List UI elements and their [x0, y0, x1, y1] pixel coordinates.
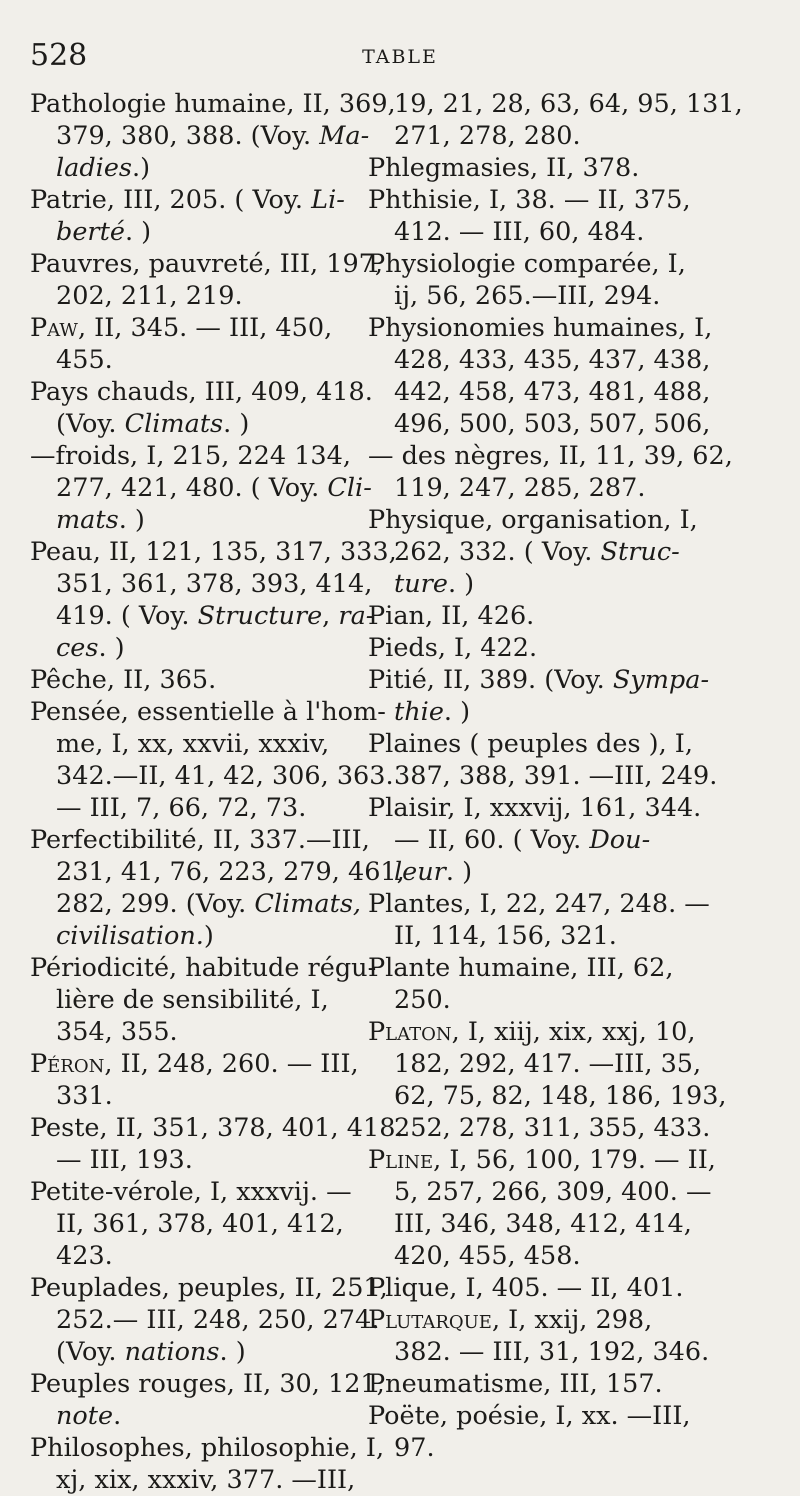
- entry-text: Pays chauds, III, 409, 418.: [30, 377, 373, 407]
- entry-name-smallcaps: Pline: [368, 1145, 434, 1175]
- entry-text: 455.: [56, 345, 113, 375]
- index-entry-line: [368, 1048, 700, 1080]
- index-entry-line: [368, 344, 711, 376]
- entry-text: Pauvres, pauvreté, III, 197,: [30, 249, 384, 279]
- entry-reference-italic: Climats: [124, 409, 224, 439]
- index-entry-line: [368, 856, 700, 888]
- entry-text: 19, 21, 28, 63, 64, 95, 131,: [394, 89, 743, 119]
- entry-text: 387, 388, 391. —III, 249.: [394, 761, 718, 791]
- entry-text: .: [113, 1401, 122, 1431]
- index-entry-line: [368, 760, 718, 792]
- entry-text: 271, 278, 280.: [394, 121, 581, 151]
- entry-text: Philosophes, philosophie, I,: [30, 1433, 385, 1463]
- entry-text: Perfectibilité, II, 337.—III,: [30, 825, 370, 855]
- entry-text: . ): [447, 569, 475, 599]
- index-entry: [368, 600, 700, 632]
- index-entry-line: [368, 1208, 700, 1240]
- index-entry: [30, 376, 373, 440]
- entry-text: Physique, organisation, I,: [368, 505, 698, 535]
- running-title: TABLE: [362, 46, 438, 68]
- index-entry-line: [368, 408, 711, 440]
- index-entry-line: [30, 760, 394, 792]
- index-entry: [30, 312, 362, 376]
- index-entry-line: [30, 696, 386, 728]
- index-entry-line: [368, 152, 700, 184]
- index-entry-line: [30, 472, 372, 504]
- index-entry: [368, 1368, 700, 1400]
- index-entry-line: [368, 600, 700, 632]
- entry-text: — III, 7, 66, 72, 73.: [56, 793, 307, 823]
- index-entry-line: [30, 1208, 362, 1240]
- index-entry-line: [368, 824, 700, 856]
- index-entry-line: [30, 312, 362, 344]
- index-entry-line: [30, 920, 362, 952]
- entry-text: 231, 41, 76, 223, 279, 461,: [56, 857, 405, 887]
- index-entry-line: [368, 1400, 700, 1432]
- index-entry-line: [30, 568, 373, 600]
- index-entry: [368, 440, 733, 504]
- entry-text: Peuplades, peuples, II, 251,: [30, 1273, 388, 1303]
- index-entry-line: [30, 1080, 362, 1112]
- entry-text: Pitié, II, 389. (Voy.: [368, 665, 613, 695]
- entry-reference-italic: note: [56, 1401, 114, 1431]
- index-column-right: [368, 88, 743, 1464]
- index-entry-line: [30, 408, 362, 440]
- entry-text: xj, xix, xxxiv, 377. —III,: [56, 1465, 356, 1495]
- entry-text: , I, xxij, 298,: [491, 1305, 653, 1335]
- entry-text: . ): [98, 633, 125, 663]
- index-entry-line: [30, 952, 377, 984]
- index-entry: [368, 504, 700, 600]
- entry-reference-italic: nations: [124, 1337, 220, 1367]
- entry-reference-italic: Struc-: [600, 537, 680, 567]
- entry-text: Plaisir, I, xxxvij, 161, 344.: [368, 793, 702, 823]
- entry-text: 119, 247, 285, 287.: [394, 473, 646, 503]
- entry-text: Pathologie humaine, II, 369,: [30, 89, 396, 119]
- index-entry: [368, 888, 710, 952]
- index-entry-line: [368, 1144, 716, 1176]
- index-entry: [368, 248, 700, 312]
- entry-text: ij, 56, 265.—III, 294.: [394, 281, 661, 311]
- index-entry-line: [30, 1368, 385, 1400]
- index-entry: [30, 440, 372, 536]
- index-entry-line: [30, 1304, 380, 1336]
- index-entry-line: [368, 1176, 712, 1208]
- entry-reference-italic: berté: [56, 217, 125, 247]
- entry-text: . ): [219, 1337, 246, 1367]
- index-entry-line: [368, 312, 713, 344]
- index-entry: [368, 88, 743, 152]
- index-entry: [30, 88, 396, 184]
- index-entry-line: [30, 216, 362, 248]
- entry-reference-italic: civilisation.: [56, 921, 204, 951]
- index-entry-line: [368, 568, 700, 600]
- index-entry-line: [30, 536, 397, 568]
- index-entry: [30, 248, 384, 312]
- entry-text: , I, 56, 100, 179. — II,: [433, 1145, 716, 1175]
- index-entry: [30, 952, 377, 1048]
- entry-text: lière de sensibilité, I,: [56, 985, 329, 1015]
- index-entry-line: [30, 888, 362, 920]
- entry-text: .): [132, 153, 151, 183]
- entry-text: Plique, I, 405. — II, 401.: [368, 1273, 684, 1303]
- index-entry: [30, 1176, 362, 1272]
- entry-text: me, I, xx, xxvii, xxxiv,: [56, 729, 330, 759]
- entry-text: 382. — III, 31, 192, 346.: [394, 1337, 710, 1367]
- index-entry-line: [368, 1240, 700, 1272]
- index-entry-line: [368, 280, 700, 312]
- entry-text: (Voy.: [56, 1337, 125, 1367]
- index-entry-line: [30, 184, 362, 216]
- entry-reference-italic: ture: [394, 569, 448, 599]
- entry-text: — III, 193.: [56, 1145, 193, 1175]
- index-entry-line: [30, 504, 362, 536]
- entry-reference-italic: Climats,: [254, 889, 362, 919]
- entry-text: Plantes, I, 22, 247, 248. —: [368, 889, 710, 919]
- index-entry-line: [30, 1048, 362, 1080]
- index-entry-line: [30, 856, 405, 888]
- entry-text: Petite-vérole, I, xxxvij. —: [30, 1177, 352, 1207]
- entry-text: 262, 332. ( Voy.: [394, 537, 601, 567]
- index-entry: [368, 1016, 727, 1144]
- entry-text: Périodicité, habitude régu-: [30, 953, 377, 983]
- entry-text: ,: [322, 601, 339, 631]
- index-entry-line: [368, 1272, 700, 1304]
- entry-text: 250.: [394, 985, 451, 1015]
- index-entry-line: [30, 600, 375, 632]
- index-entry-line: [368, 664, 710, 696]
- index-entry-line: [368, 120, 700, 152]
- index-entry-line: [30, 376, 373, 408]
- entry-reference-italic: ra-: [338, 601, 375, 631]
- entry-text: Pêche, II, 365.: [30, 665, 217, 695]
- entry-text: II, 114, 156, 321.: [394, 921, 617, 951]
- index-entry-line: [30, 1336, 362, 1368]
- index-entry-line: [368, 792, 700, 824]
- entry-text: Plante humaine, III, 62,: [368, 953, 674, 983]
- index-entry: [368, 1144, 716, 1272]
- index-entry-line: [368, 536, 700, 568]
- entry-text: ): [203, 921, 214, 951]
- entry-reference-italic: Li-: [311, 185, 345, 215]
- entry-text: 423.: [56, 1241, 113, 1271]
- index-entry-line: [368, 1112, 711, 1144]
- index-entry: [30, 1048, 362, 1112]
- entry-reference-italic: Ma-: [319, 121, 370, 151]
- index-entry-line: [30, 728, 362, 760]
- entry-text: 351, 361, 378, 393, 414,: [56, 569, 373, 599]
- index-entry: [30, 1272, 388, 1368]
- entry-text: Phthisie, I, 38. — II, 375,: [368, 185, 691, 215]
- index-entry-line: [30, 120, 370, 152]
- index-entry-line: [30, 632, 362, 664]
- entry-reference-italic: mats: [56, 505, 119, 535]
- index-entry-line: [30, 280, 362, 312]
- entry-text: 442, 458, 473, 481, 488,: [394, 377, 711, 407]
- index-entry-line: [368, 504, 700, 536]
- entry-text: Peuples rouges, II, 30, 121,: [30, 1369, 385, 1399]
- entry-text: . ): [124, 217, 152, 247]
- entry-text: Peste, II, 351, 378, 401, 418.: [30, 1113, 404, 1143]
- index-entry-line: [368, 248, 700, 280]
- index-entry-line: [368, 216, 700, 248]
- index-entry-line: [30, 1144, 362, 1176]
- entry-reference-italic: Structure: [197, 601, 323, 631]
- index-entry-line: [30, 984, 362, 1016]
- index-entry-line: [368, 632, 700, 664]
- index-entry: [30, 184, 362, 248]
- entry-text: 354, 355.: [56, 1017, 178, 1047]
- entry-name-smallcaps: Péron: [30, 1049, 105, 1079]
- index-entry: [30, 1432, 385, 1496]
- index-entry-line: [368, 1368, 700, 1400]
- entry-reference-italic: thie: [394, 697, 444, 727]
- entry-text: Poëte, poésie, I, xx. —III,: [368, 1401, 691, 1431]
- index-entry-line: [368, 696, 700, 728]
- entry-text: . ): [223, 409, 250, 439]
- index-entry-line: [368, 88, 743, 120]
- index-entry: [368, 1400, 700, 1464]
- entry-text: 97.: [394, 1433, 435, 1463]
- page-header: [0, 38, 800, 82]
- index-entry: [30, 536, 397, 664]
- entry-reference-italic: Dou-: [589, 825, 651, 855]
- index-entry-line: [368, 440, 733, 472]
- index-entry-line: [368, 1080, 727, 1112]
- index-entry-line: [30, 440, 362, 472]
- index-entry-line: [30, 248, 384, 280]
- index-entry-line: [368, 728, 700, 760]
- entry-text: 5, 257, 266, 309, 400. —: [394, 1177, 712, 1207]
- index-entry-line: [368, 1016, 700, 1048]
- index-entry-line: [368, 1336, 710, 1368]
- index-entry-line: [30, 664, 362, 696]
- entry-text: Peau, II, 121, 135, 317, 333,: [30, 537, 397, 567]
- entry-text: 379, 380, 388. (Voy.: [56, 121, 320, 151]
- index-entry: [368, 1272, 700, 1304]
- entry-name-smallcaps: Paw: [30, 313, 78, 343]
- index-entry-line: [30, 1112, 404, 1144]
- index-entry-line: [30, 1432, 385, 1464]
- index-entry-line: [368, 888, 710, 920]
- index-entry-line: [368, 920, 700, 952]
- entry-text: 342.—II, 41, 42, 306, 363.: [56, 761, 394, 791]
- entry-text: 419. ( Voy.: [56, 601, 198, 631]
- entry-text: , II, 248, 260. — III,: [104, 1049, 359, 1079]
- entry-reference-italic: Sympa-: [612, 665, 710, 695]
- index-entry: [368, 184, 700, 248]
- entry-text: — II, 60. ( Voy.: [394, 825, 590, 855]
- entry-text: 182, 292, 417. —III, 35,: [394, 1049, 702, 1079]
- entry-text: Pieds, I, 422.: [368, 633, 538, 663]
- entry-text: 252.— III, 248, 250, 274.: [56, 1305, 380, 1335]
- entry-text: , I, xiij, xix, xxj, 10,: [451, 1017, 696, 1047]
- index-entry-line: [368, 1432, 700, 1464]
- entry-text: Plaines ( peuples des ), I,: [368, 729, 693, 759]
- entry-text: — des nègres, II, 11, 39, 62,: [368, 441, 733, 471]
- index-entry-line: [368, 472, 700, 504]
- index-entry: [30, 824, 405, 952]
- entry-text: Pneumatisme, III, 157.: [368, 1369, 663, 1399]
- index-entry: [368, 952, 700, 1016]
- index-entry-line: [30, 344, 362, 376]
- entry-text: . ): [443, 697, 471, 727]
- index-entry: [368, 152, 700, 184]
- index-entry-line: [30, 1272, 388, 1304]
- entry-text: 428, 433, 435, 437, 438,: [394, 345, 711, 375]
- entry-reference-italic: ces: [56, 633, 99, 663]
- entry-text: . ): [445, 857, 473, 887]
- entry-text: 282, 299. (Voy.: [56, 889, 255, 919]
- index-entry: [368, 664, 710, 728]
- entry-text: II, 361, 378, 401, 412,: [56, 1209, 344, 1239]
- index-entry-line: [30, 1016, 362, 1048]
- entry-text: . ): [118, 505, 145, 535]
- entry-reference-italic: leur: [394, 857, 446, 887]
- entry-text: 252, 278, 311, 355, 433.: [394, 1113, 711, 1143]
- entry-name-smallcaps: Platon: [368, 1017, 452, 1047]
- index-entry-line: [30, 1464, 362, 1496]
- index-entry: [30, 696, 394, 824]
- index-entry: [368, 1304, 710, 1368]
- index-entry: [30, 1368, 385, 1432]
- index-entry-line: [30, 824, 370, 856]
- entry-text: Physiologie comparée, I,: [368, 249, 686, 279]
- entry-text: Pensée, essentielle à l'hom-: [30, 697, 386, 727]
- entry-text: Patrie, III, 205. ( Voy.: [30, 185, 312, 215]
- index-entry-line: [368, 984, 700, 1016]
- index-entry: [368, 728, 718, 792]
- entry-text: 62, 75, 82, 148, 186, 193,: [394, 1081, 727, 1111]
- index-entry-line: [368, 184, 700, 216]
- index-entry-line: [30, 1240, 362, 1272]
- entry-text: 412. — III, 60, 484.: [394, 217, 645, 247]
- index-entry-line: [30, 792, 362, 824]
- index-entry: [368, 792, 700, 888]
- index-entry-line: [30, 1400, 362, 1432]
- entry-reference-italic: ladies: [56, 153, 133, 183]
- entry-reference-italic: Cli-: [327, 473, 372, 503]
- page-number: 528: [30, 38, 88, 73]
- index-entry: [368, 312, 713, 440]
- entry-text: —froids, I, 215, 224 134,: [30, 441, 351, 471]
- entry-text: (Voy.: [56, 409, 125, 439]
- index-entry-line: [368, 1304, 700, 1336]
- entry-name-smallcaps: Plutarque: [368, 1305, 492, 1335]
- entry-text: III, 346, 348, 412, 414,: [394, 1209, 692, 1239]
- index-entry-line: [30, 1176, 362, 1208]
- index-entry-line: [30, 152, 362, 184]
- entry-text: 496, 500, 503, 507, 506,: [394, 409, 711, 439]
- index-entry: [30, 664, 362, 696]
- entry-text: 277, 421, 480. ( Voy.: [56, 473, 328, 503]
- entry-text: 420, 455, 458.: [394, 1241, 581, 1271]
- index-entry-line: [30, 88, 396, 120]
- entry-text: 202, 211, 219.: [56, 281, 243, 311]
- entry-text: , II, 345. — III, 450,: [77, 313, 333, 343]
- index-entry-line: [368, 376, 711, 408]
- entry-text: Physionomies humaines, I,: [368, 313, 713, 343]
- entry-text: 331.: [56, 1081, 113, 1111]
- index-entry: [368, 632, 700, 664]
- index-entry-line: [368, 952, 700, 984]
- entry-text: Phlegmasies, II, 378.: [368, 153, 640, 183]
- entry-text: Pian, II, 426.: [368, 601, 535, 631]
